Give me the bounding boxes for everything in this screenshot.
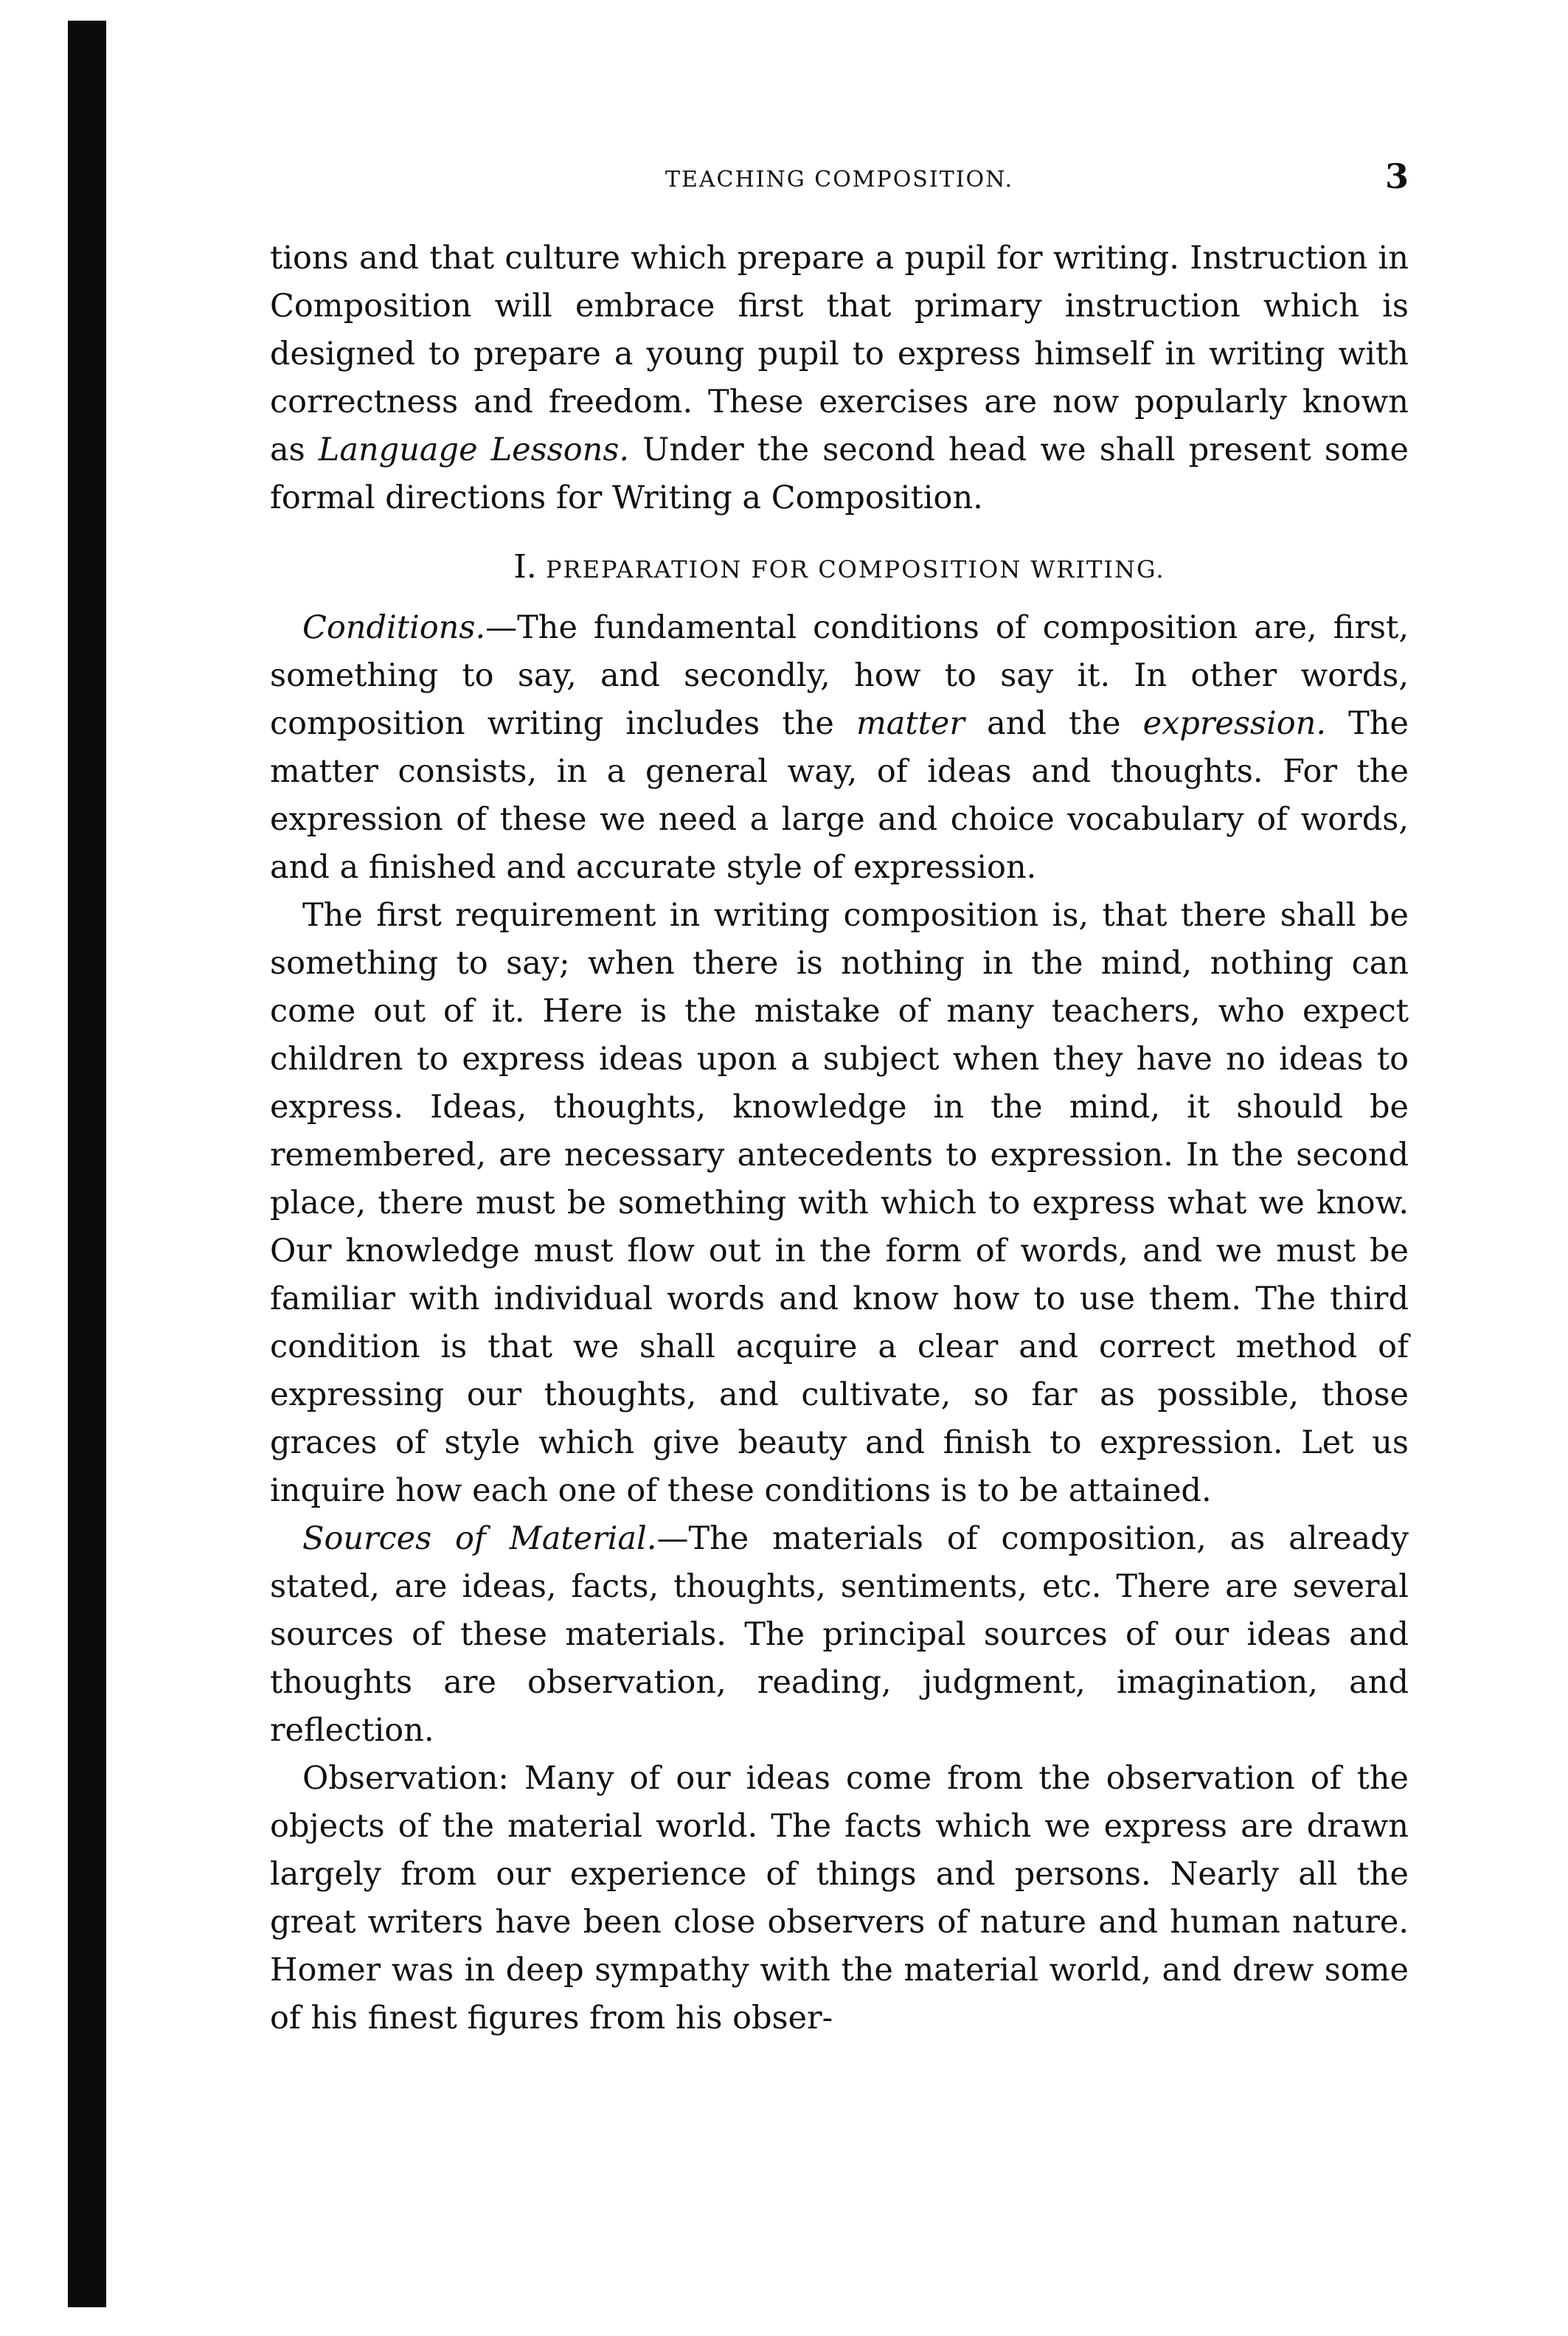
binding-edge [68,21,106,2307]
running-head: TEACHING COMPOSITION. [665,167,1014,193]
paragraph-conditions [270,604,1409,892]
paragraph-text: The first requirement in writing composition is, that there shall be something to say; when there is nothing in the mind, nothing can come out of it. Here is the mistake of many teachers, who expect children to express ideas upon a subject when they have no ideas to express. Ideas, thoughts, knowledge in the mind, it should be remembered, are necessary antecedents to expression. In the second place, there must be something with which to express what we know. Our knowledge must flow out in the form of words, and we must be familiar with individual words and know how to use them. The third condition is that we shall acquire a clear and correct method of expressing our thoughts, and cultivate, so far as possible, those graces of style which give beauty and finish to expression. Let us inquire how each one of these conditions is to be attained. [270,897,1409,1509]
paragraph-sources-of-material [270,1515,1409,1755]
page-number: 3 [1384,156,1409,196]
paragraph-text: —The materials of composition, as already stated, are ideas, facts, thoughts, sentiments, etc. There are several sources of these materials. The principal sources of our ideas and thoughts are observation, reading, judgment, imagination, and reflection. [270,1520,1409,1749]
emphasis-expression: expression. [1142,705,1327,742]
paragraph-lead: Conditions. [302,609,486,646]
paragraph-text: The matter consists, in a general way, of ideas and thoughts. For the expression of these we need a large and choice vocabulary of words, and a finished and accurate style of expression. [270,705,1409,886]
section-numeral: I. [513,548,537,586]
section-title: PREPARATION FOR COMPOSITION WRITING. [545,555,1165,583]
paragraph-text: Under the second head we shall present some formal directions for Writing a Composition. [270,431,1409,516]
paragraph-text: Observation: Many of our ideas come from the observation of the objects of the material world. The facts which we express are drawn largely from our experience of things and persons. Nearly all the great writers have been close observers of nature and human nature. Homer was in deep sympathy with the material world, and drew some of his finest figures from his obser- [270,1760,1409,2037]
paragraph-lead: Sources of Material. [302,1520,657,1557]
emphasis-matter: matter [856,705,965,742]
section-heading [270,543,1409,594]
emphasis-language-lessons: Language Lessons. [318,431,630,468]
page-header [270,156,1409,201]
paragraph-continuation [270,235,1409,522]
page-body [270,235,1409,2042]
paragraph-text: tions and that culture which prepare a pupil for writing. Instruction in Composition will embrace first that primary instruction which is designed to prepare a young pupil to express himself in writing with correctness and freedom. These exercises are now popularly known as [270,240,1409,468]
paragraph-first-requirement [270,892,1409,1515]
paragraph-text: and the [987,705,1121,742]
paragraph-text: —The fundamental conditions of composition are, first, something to say, and secondly, how to say it. In other words, composition writing includes the [270,609,1409,742]
paragraph-observation [270,1755,1409,2042]
